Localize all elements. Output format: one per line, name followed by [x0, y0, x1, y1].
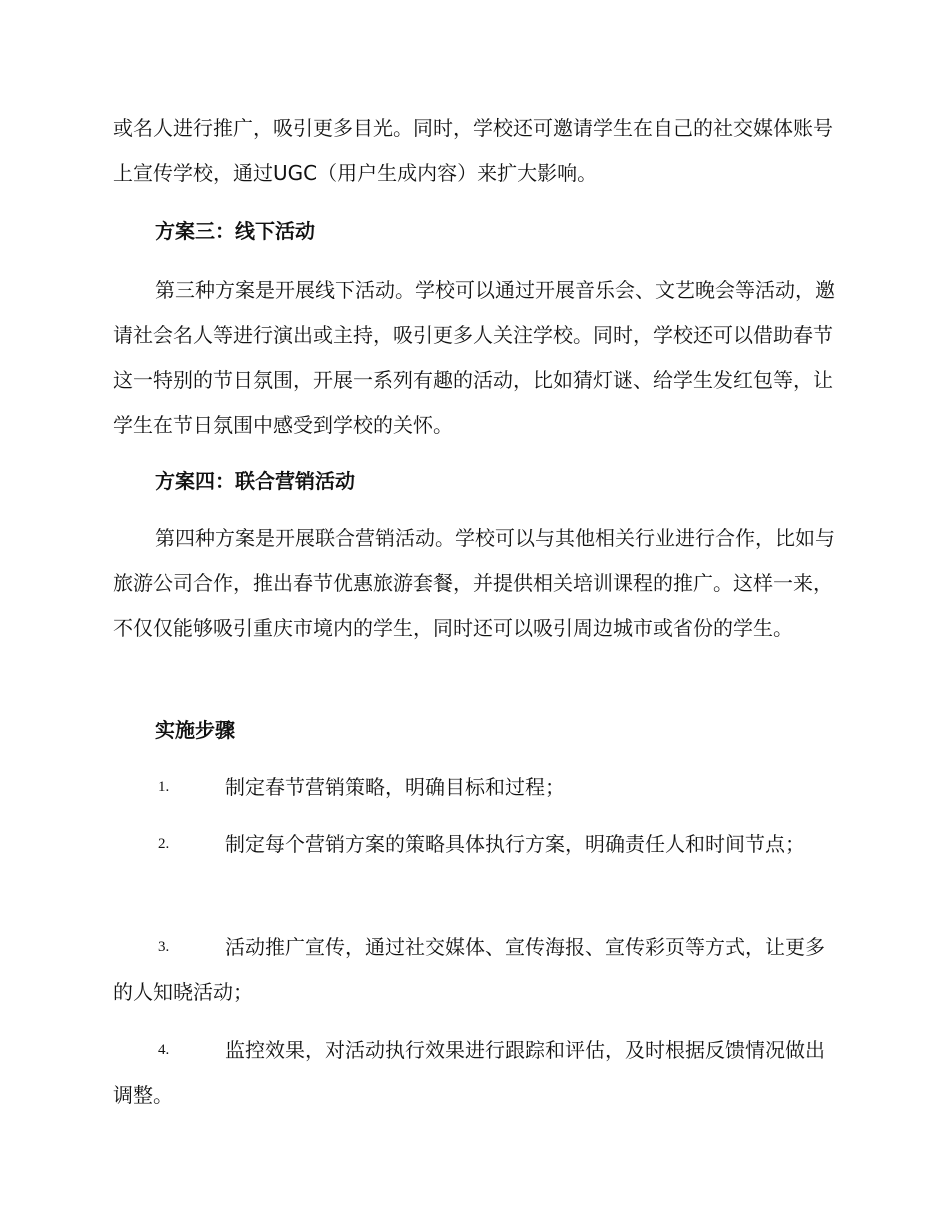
step-text: 监控效果，对活动执行效果进行跟踪和评估，及时根据反馈情况做出调整。	[113, 1038, 825, 1107]
step-item	[113, 1028, 838, 1118]
step-item	[113, 765, 838, 810]
intro-paragraph: 或名人进行推广，吸引更多目光。同时，学校还可邀请学生在自己的社交媒体账号上宣传学校，通过UGC（用户生成内容）来扩大影响。	[113, 116, 833, 185]
plan4-body: 第四种方案是开展联合营销活动。学校可以与其他相关行业进行合作，比如与旅游公司合作，推出春节优惠旅游套餐，并提供相关培训课程的推广。这样一来，不仅仅能够吸引重庆市境内的学生，同时还可以吸引周边城市或省份的学生。	[113, 526, 835, 640]
step-text: 制定春节营销策略，明确目标和过程；	[225, 775, 565, 799]
step-number: 1.	[158, 779, 170, 795]
plan4-heading: 方案四：联合营销活动	[155, 469, 355, 493]
plan3-heading: 方案三：线下活动	[155, 219, 315, 243]
step-item	[113, 822, 838, 867]
implementation-heading: 实施步骤	[155, 718, 235, 742]
step-item	[113, 925, 838, 1015]
step-text: 制定每个营销方案的策略具体执行方案，明确责任人和时间节点；	[225, 832, 805, 856]
step-text: 活动推广宣传，通过社交媒体、宣传海报、宣传彩页等方式，让更多的人知晓活动；	[113, 935, 825, 1004]
step-number: 2.	[158, 836, 170, 852]
step-number: 4.	[158, 1042, 170, 1058]
step-number: 3.	[158, 939, 170, 955]
plan3-body: 第三种方案是开展线下活动。学校可以通过开展音乐会、文艺晚会等活动，邀请社会名人等进行演出或主持，吸引更多人关注学校。同时，学校还可以借助春节这一特别的节日氛围，开展一系列有趣的活动，比如猜灯谜、给学生发红包等，让学生在节日氛围中感受到学校的关怀。	[113, 278, 835, 437]
